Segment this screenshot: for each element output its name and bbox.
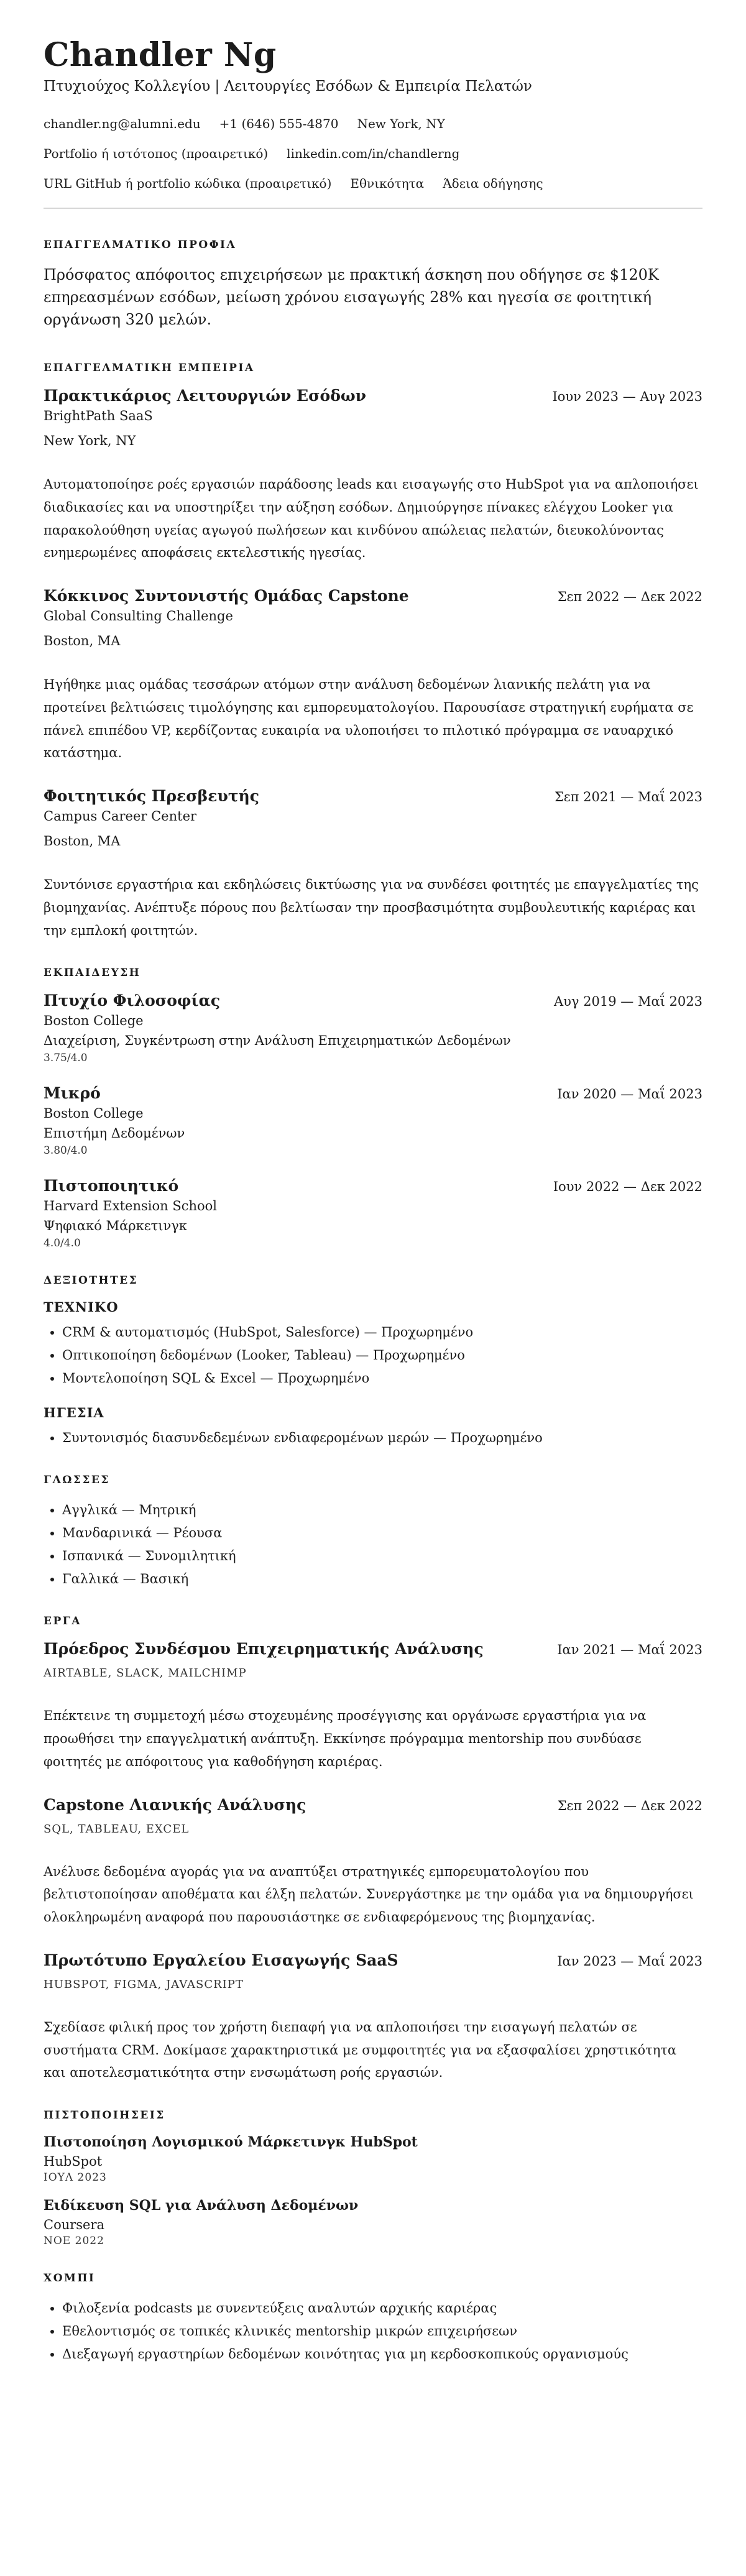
- project-dates: Ιαν 2023 — Μαΐ 2023: [557, 1953, 702, 1969]
- certification-date: ΝΟΕ 2022: [44, 2235, 104, 2248]
- certification-name: Ειδίκευση SQL για Ανάλυση Δεδομένων: [44, 2197, 359, 2214]
- nationality: Εθνικότητα: [350, 176, 425, 191]
- list-item: • Ισπανικά — Συνομιλητική: [62, 1545, 702, 1568]
- github-link[interactable]: URL GitHub ή portfolio κώδικα (προαιρετικό): [44, 176, 332, 191]
- project-dates: Σεπ 2022 — Δεκ 2022: [557, 1798, 702, 1813]
- leadership-skills-list: [44, 1427, 702, 1450]
- degree-field: Ψηφιακό Μάρκετινγκ: [44, 1218, 187, 1234]
- headline: Πτυχιούχος Κολλεγίου | Λειτουργίες Εσόδων & Εμπειρία Πελατών: [44, 78, 532, 95]
- portfolio-link[interactable]: Portfolio ή ιστότοπος (προαιρετικό): [44, 146, 269, 162]
- degree-title: Μικρό: [44, 1084, 101, 1103]
- section-title-summary: ΕΠΑΓΓΕΛΜΑΤΙΚΟ ΠΡΟΦΙΛ: [44, 239, 237, 252]
- school-name: Harvard Extension School: [44, 1198, 217, 1214]
- job-title: Κόκκινος Συντονιστής Ομάδας Capstone: [44, 587, 409, 605]
- list-item: • Οπτικοποίηση δεδομένων (Looker, Tableau) — Προχωρημένο: [62, 1344, 702, 1367]
- degree-title: Πιστοποιητικό: [44, 1177, 179, 1195]
- job-dates: Σεπ 2022 — Δεκ 2022: [557, 589, 702, 605]
- certification-entry: [44, 2197, 702, 2247]
- section-title-education: ΕΚΠΑΙΔΕΥΣΗ: [44, 967, 141, 980]
- header-divider: [44, 208, 702, 209]
- degree-field: Διαχείριση, Συγκέντρωση στην Ανάλυση Επιχειρηματικών Δεδομένων: [44, 1033, 511, 1049]
- job-location: Boston, MA: [44, 834, 121, 849]
- skills-subtitle-technical: ΤΕΧΝΙΚΟ: [44, 1299, 119, 1315]
- job-dates: Ιουν 2023 — Αυγ 2023: [552, 389, 702, 405]
- section-title-experience: ΕΠΑΓΓΕΛΜΑΤΙΚΗ ΕΜΠΕΙΡΙΑ: [44, 362, 255, 375]
- email-link[interactable]: chandler.ng@alumni.edu: [44, 116, 201, 132]
- phone-number[interactable]: +1 (646) 555-4870: [219, 116, 339, 132]
- list-item: • Εθελοντισμός σε τοπικές κλινικές mentorship μικρών επιχειρήσεων: [62, 2320, 702, 2343]
- certifications-section: [44, 2109, 702, 2247]
- section-title-certifications: ΠΙΣΤΟΠΟΙΗΣΕΙΣ: [44, 2109, 165, 2122]
- list-item: • Μοντελοποίηση SQL & Excel — Προχωρημένο: [62, 1367, 702, 1390]
- job-description: Συντόνισε εργαστήρια και εκδηλώσεις δικτύωσης για να συνδέσει φοιτητές με επαγγελματίες της βιομηχανίας. Ανέπτυξε πόρους που βελτίωσαν την προσβασιμότητα συμβουλευτικής καριέρας και την εμπλοκή φοιτητών.: [44, 877, 699, 938]
- education-section: [44, 967, 702, 1249]
- job-company: Global Consulting Challenge: [44, 609, 233, 624]
- resume-header: [44, 37, 702, 192]
- certification-issuer: Coursera: [44, 2217, 105, 2233]
- project-tech: AIRTABLE, SLACK, MAILCHIMP: [44, 1667, 247, 1680]
- certification-issuer: HubSpot: [44, 2154, 103, 2169]
- list-item: • Γαλλικά — Βασική: [62, 1568, 702, 1591]
- list-item: • Φιλοξενία podcasts με συνεντεύξεις αναλυτών αρχικής καριέρας: [62, 2297, 702, 2320]
- education-entry: [44, 991, 702, 1064]
- project-entry: [44, 1640, 702, 1773]
- linkedin-link[interactable]: linkedin.com/in/chandlerng: [287, 146, 460, 162]
- project-entry: [44, 1951, 702, 2084]
- skills-section: [44, 1274, 702, 1449]
- candidate-name: Chandler Ng: [44, 36, 277, 74]
- job-dates: Σεπ 2021 — Μαΐ 2023: [554, 789, 702, 805]
- project-description: Επέκτεινε τη συμμετοχή μέσω στοχευμένης προσέγγισης και οργάνωσε εργαστήρια για να προωθήσει την επαγγελματική ανάπτυξη. Εκκίνησε πρόγραμμα mentorship που συνδύασε φοιτητές με απόφοιτους για καθοδήγηση καριέρας.: [44, 1708, 647, 1769]
- list-item: • Μανδαρινικά — Ρέουσα: [62, 1522, 702, 1545]
- summary-section: [44, 239, 702, 331]
- education-entry: [44, 1177, 702, 1249]
- degree-dates: Ιαν 2020 — Μαΐ 2023: [557, 1087, 702, 1102]
- project-tech: HUBSPOT, FIGMA, JAVASCRIPT: [44, 1977, 244, 1991]
- project-description: Σχεδίασε φιλική προς τον χρήστη διεπαφή για να απλοποιήσει την εισαγωγή πελατών σε συστήματα CRM. Δοκίμασε χαρακτηριστικά με συμφοιτητές για να εξασφαλίσει χρηστικότητα και αποτελεσματικότητα στην ενσωμάτωση ροής εργασιών.: [44, 2019, 677, 2081]
- driving-license: Άδεια οδήγησης: [443, 176, 543, 191]
- education-entry: [44, 1084, 702, 1157]
- degree-dates: Αυγ 2019 — Μαΐ 2023: [554, 994, 702, 1010]
- list-item: • Αγγλικά — Μητρική: [62, 1499, 702, 1522]
- certification-name: Πιστοποίηση Λογισμικού Μάρκετινγκ HubSpot: [44, 2134, 418, 2151]
- job-title: Πρακτικάριος Λειτουργιών Εσόδων: [44, 387, 367, 405]
- experience-section: [44, 362, 702, 942]
- skills-subtitle-leadership: ΗΓΕΣΙΑ: [44, 1404, 104, 1420]
- section-title-languages: ΓΛΩΣΣΕΣ: [44, 1474, 110, 1487]
- degree-gpa: 3.80/4.0: [44, 1144, 88, 1157]
- list-item: • Διεξαγωγή εργαστηρίων δεδομένων κοινότητας για μη κερδοσκοπικούς οργανισμούς: [62, 2343, 702, 2366]
- contact-row-links: [44, 145, 702, 162]
- degree-field: Επιστήμη Δεδομένων: [44, 1126, 185, 1141]
- projects-section: [44, 1615, 702, 2084]
- job-location: New York, NY: [44, 433, 136, 449]
- degree-gpa: 3.75/4.0: [44, 1052, 88, 1065]
- job-description: Αυτοματοποίησε ροές εργασιών παράδοσης leads και εισαγωγής στο HubSpot για να απλοποιήσει διαδικασίες και να υποστηρίξει την αύξηση εσόδων. Δημιούργησε πίνακες ελέγχου Looker για παρακολούθηση υγείας αγωγού πωλήσεων και κινδύνου απώλειας πελατών, διευκολύνοντας ενημερωμένες αποφάσεις εκτελεστικής ηγεσίας.: [44, 477, 699, 561]
- degree-dates: Ιουν 2022 — Δεκ 2022: [553, 1179, 702, 1195]
- section-title-skills: ΔΕΞΙΟΤΗΤΕΣ: [44, 1274, 139, 1287]
- experience-entry: [44, 387, 702, 564]
- hobbies-list: [44, 2297, 702, 2365]
- contact-row-primary: [44, 115, 702, 132]
- list-item: • Συντονισμός διασυνδεδεμένων ενδιαφερομένων μερών — Προχωρημένο: [62, 1427, 702, 1450]
- project-title: Πρόεδρος Συνδέσμου Επιχειρηματικής Ανάλυσης: [44, 1640, 484, 1658]
- job-company: Campus Career Center: [44, 809, 197, 824]
- school-name: Boston College: [44, 1013, 144, 1029]
- languages-list: [44, 1499, 702, 1590]
- certification-date: ΙΟΥΛ 2023: [44, 2171, 107, 2184]
- languages-section: [44, 1474, 702, 1590]
- location: New York, NY: [357, 116, 445, 132]
- project-dates: Ιαν 2021 — Μαΐ 2023: [557, 1642, 702, 1658]
- project-title: Πρωτότυπο Εργαλείου Εισαγωγής SaaS: [44, 1951, 398, 1969]
- project-entry: [44, 1796, 702, 1929]
- section-title-hobbies: ΧΟΜΠΙ: [44, 2272, 96, 2285]
- project-tech: SQL, TABLEAU, EXCEL: [44, 1822, 190, 1836]
- degree-title: Πτυχίο Φιλοσοφίας: [44, 991, 221, 1010]
- project-title: Capstone Λιανικής Ανάλυσης: [44, 1795, 306, 1814]
- project-description: Ανέλυσε δεδομένα αγοράς για να αναπτύξει στρατηγικές εμπορευματολογίου που βελτιστοποίησαν αποθέματα και έλξη πελατών. Συνεργάστηκε με την ομάδα για να δημιουργήσει ολοκληρωμένη αναφορά που παρουσιάστηκε σε ενδιαφερόμενους της βιομηχανίας.: [44, 1864, 694, 1925]
- contact-row-extra: [44, 175, 702, 192]
- job-location: Boston, MA: [44, 633, 121, 649]
- job-company: BrightPath SaaS: [44, 408, 153, 424]
- school-name: Boston College: [44, 1106, 144, 1121]
- technical-skills-list: [44, 1321, 702, 1389]
- section-title-projects: ΕΡΓΑ: [44, 1615, 81, 1628]
- experience-entry: [44, 587, 702, 765]
- summary-text: Πρόσφατος απόφοιτος επιχειρήσεων με πρακτική άσκηση που οδήγησε σε $120K επηρεασμένων εσόδων, μείωση χρόνου εισαγωγής 28% και ηγεσία σε φοιτητική οργάνωση 320 μελών.: [44, 266, 659, 329]
- list-item: • CRM & αυτοματισμός (HubSpot, Salesforce) — Προχωρημένο: [62, 1321, 702, 1344]
- certification-entry: [44, 2134, 702, 2184]
- experience-entry: [44, 787, 702, 942]
- hobbies-section: [44, 2272, 702, 2365]
- degree-gpa: 4.0/4.0: [44, 1237, 81, 1250]
- job-title: Φοιτητικός Πρεσβευτής: [44, 787, 260, 806]
- job-description: Ηγήθηκε μιας ομάδας τεσσάρων ατόμων στην ανάλυση δεδομένων λιανικής πελάτη για να προτείνει βελτιώσεις τιμολόγησης και εμπορευματολογίου. Παρουσίασε στρατηγική ευρήματα σε πάνελ επιπέδου VP, κερδίζοντας ευκαιρία να υλοποιήσει το πιλοτικό πρόγραμμα σε ναυαρχικό κατάστημα.: [44, 677, 694, 761]
